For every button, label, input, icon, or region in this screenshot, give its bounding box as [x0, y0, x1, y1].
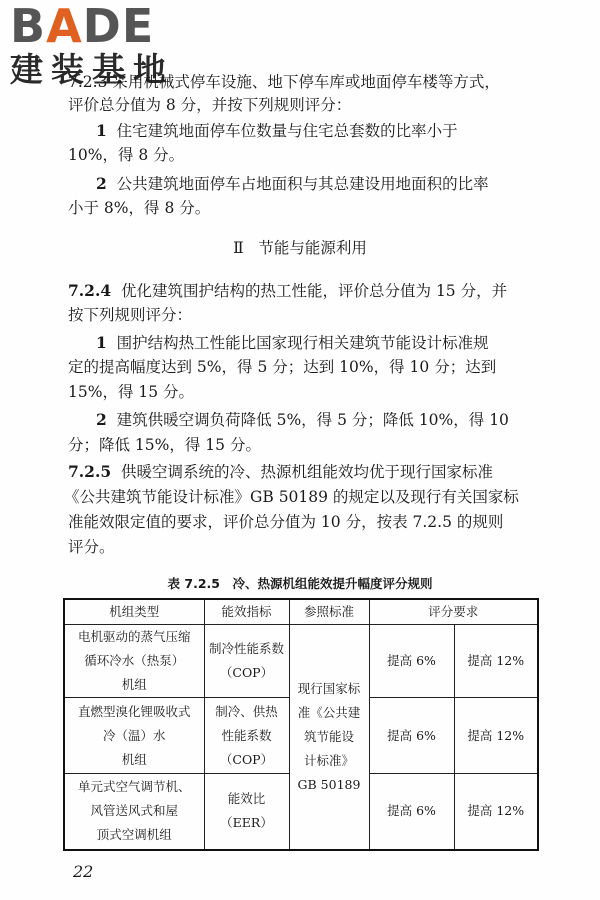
- logo-letter: B: [10, 0, 47, 53]
- cell-requirement-1: 提高 6%: [369, 625, 454, 698]
- rule-723-1: 1 住宅建筑地面停车位数量与住宅总套数的比率小于: [96, 121, 458, 140]
- cell-efficiency-index: 制冷、供热 性能系数 （COP）: [204, 698, 289, 774]
- rule-number: 1: [96, 333, 107, 352]
- cell-requirement-1: 提高 6%: [369, 774, 454, 850]
- rule-724-1-cont2: 15%，得 15 分。: [68, 383, 195, 401]
- clause-724-line1: 7.2.4 优化建筑围护结构的热工性能，评价总分值为 15 分，并: [68, 281, 508, 300]
- cell-efficiency-index: 能效比（EER）: [204, 774, 289, 850]
- rule-number: 1: [96, 121, 107, 140]
- scoring-table: [63, 598, 539, 851]
- clause-723-line2: 评价总分值为 8 分，并按下列规则评分：: [68, 96, 352, 114]
- rule-number: 2: [96, 410, 107, 429]
- rule-723-2-cont: 小于 8%，得 8 分。: [68, 199, 211, 217]
- rule-number: 2: [96, 174, 107, 193]
- clause-725-line3: 准能效限定值的要求，评价总分值为 10 分，按表 7.2.5 的规则: [68, 513, 504, 531]
- rule-724-2-cont: 分；降低 15%，得 15 分。: [68, 436, 261, 454]
- cell-requirement-2: 提高 12%: [454, 698, 538, 774]
- cell-requirement-2: 提高 12%: [454, 774, 538, 850]
- table-header-row: [64, 599, 538, 625]
- clause-number: 7.2.5: [68, 462, 112, 481]
- rule-724-1: 1 围护结构热工性能比国家现行相关建筑节能设计标准规: [96, 333, 489, 352]
- clause-724-line2: 按下列规则评分：: [68, 306, 193, 324]
- cell-unit-type: 电机驱动的蒸气压缩 循环冷水（热泵） 机组: [64, 625, 204, 698]
- clause-723-line1: 7.2.3 采用机械式停车设施、地下停车库或地面停车楼等方式，: [68, 73, 500, 91]
- clause-725-line4: 评分。: [68, 538, 115, 556]
- logo-wordmark: [10, 0, 155, 53]
- rule-723-2: 2 公共建筑地面停车占地面积与其总建设用地面积的比率: [96, 174, 489, 193]
- logo-letter: D: [82, 0, 122, 53]
- section-heading: Ⅱ 节能与能源利用: [233, 239, 367, 257]
- cell-requirement-1: 提高 6%: [369, 698, 454, 774]
- cell-unit-type: 直燃型溴化锂吸收式 冷（温）水 机组: [64, 698, 204, 774]
- header-reference-standard: 参照标准: [289, 599, 369, 625]
- rule-723-1-cont: 10%，得 8 分。: [68, 146, 185, 164]
- clause-725-line1: 7.2.5 供暖空调系统的冷、热源机组能效均优于现行国家标准: [68, 462, 494, 481]
- table-caption: 表 7.2.5 冷、热源机组能效提升幅度评分规则: [167, 576, 433, 591]
- table-row: [64, 625, 538, 698]
- rule-724-2: 2 建筑供暖空调负荷降低 5%，得 5 分；降低 10%，得 10: [96, 410, 509, 429]
- cell-reference-standard: 现行国家标 准《公共建 筑节能设 计标准》 GB 50189: [289, 625, 369, 850]
- logo-letter: A: [46, 0, 83, 53]
- page-number: 22: [73, 862, 94, 881]
- clause-725-line2: 《公共建筑节能设计标准》GB 50189 的规定以及现行有关国家标: [64, 488, 519, 506]
- cell-requirement-2: 提高 12%: [454, 625, 538, 698]
- rule-724-1-cont1: 定的提高幅度达到 5%，得 5 分；达到 10%，得 10 分；达到: [68, 358, 497, 376]
- cell-efficiency-index: 制冷性能系数 （COP）: [204, 625, 289, 698]
- logo-subtitle: 建装基地: [10, 50, 174, 89]
- clause-number: 7.2.4: [68, 281, 112, 300]
- logo-letter: E: [121, 0, 155, 53]
- header-efficiency-index: 能效指标: [204, 599, 289, 625]
- cell-unit-type: 单元式空气调节机、 风管送风式和屋 顶式空调机组: [64, 774, 204, 850]
- header-unit-type: 机组类型: [64, 599, 204, 625]
- header-scoring-requirement: 评分要求: [369, 599, 538, 625]
